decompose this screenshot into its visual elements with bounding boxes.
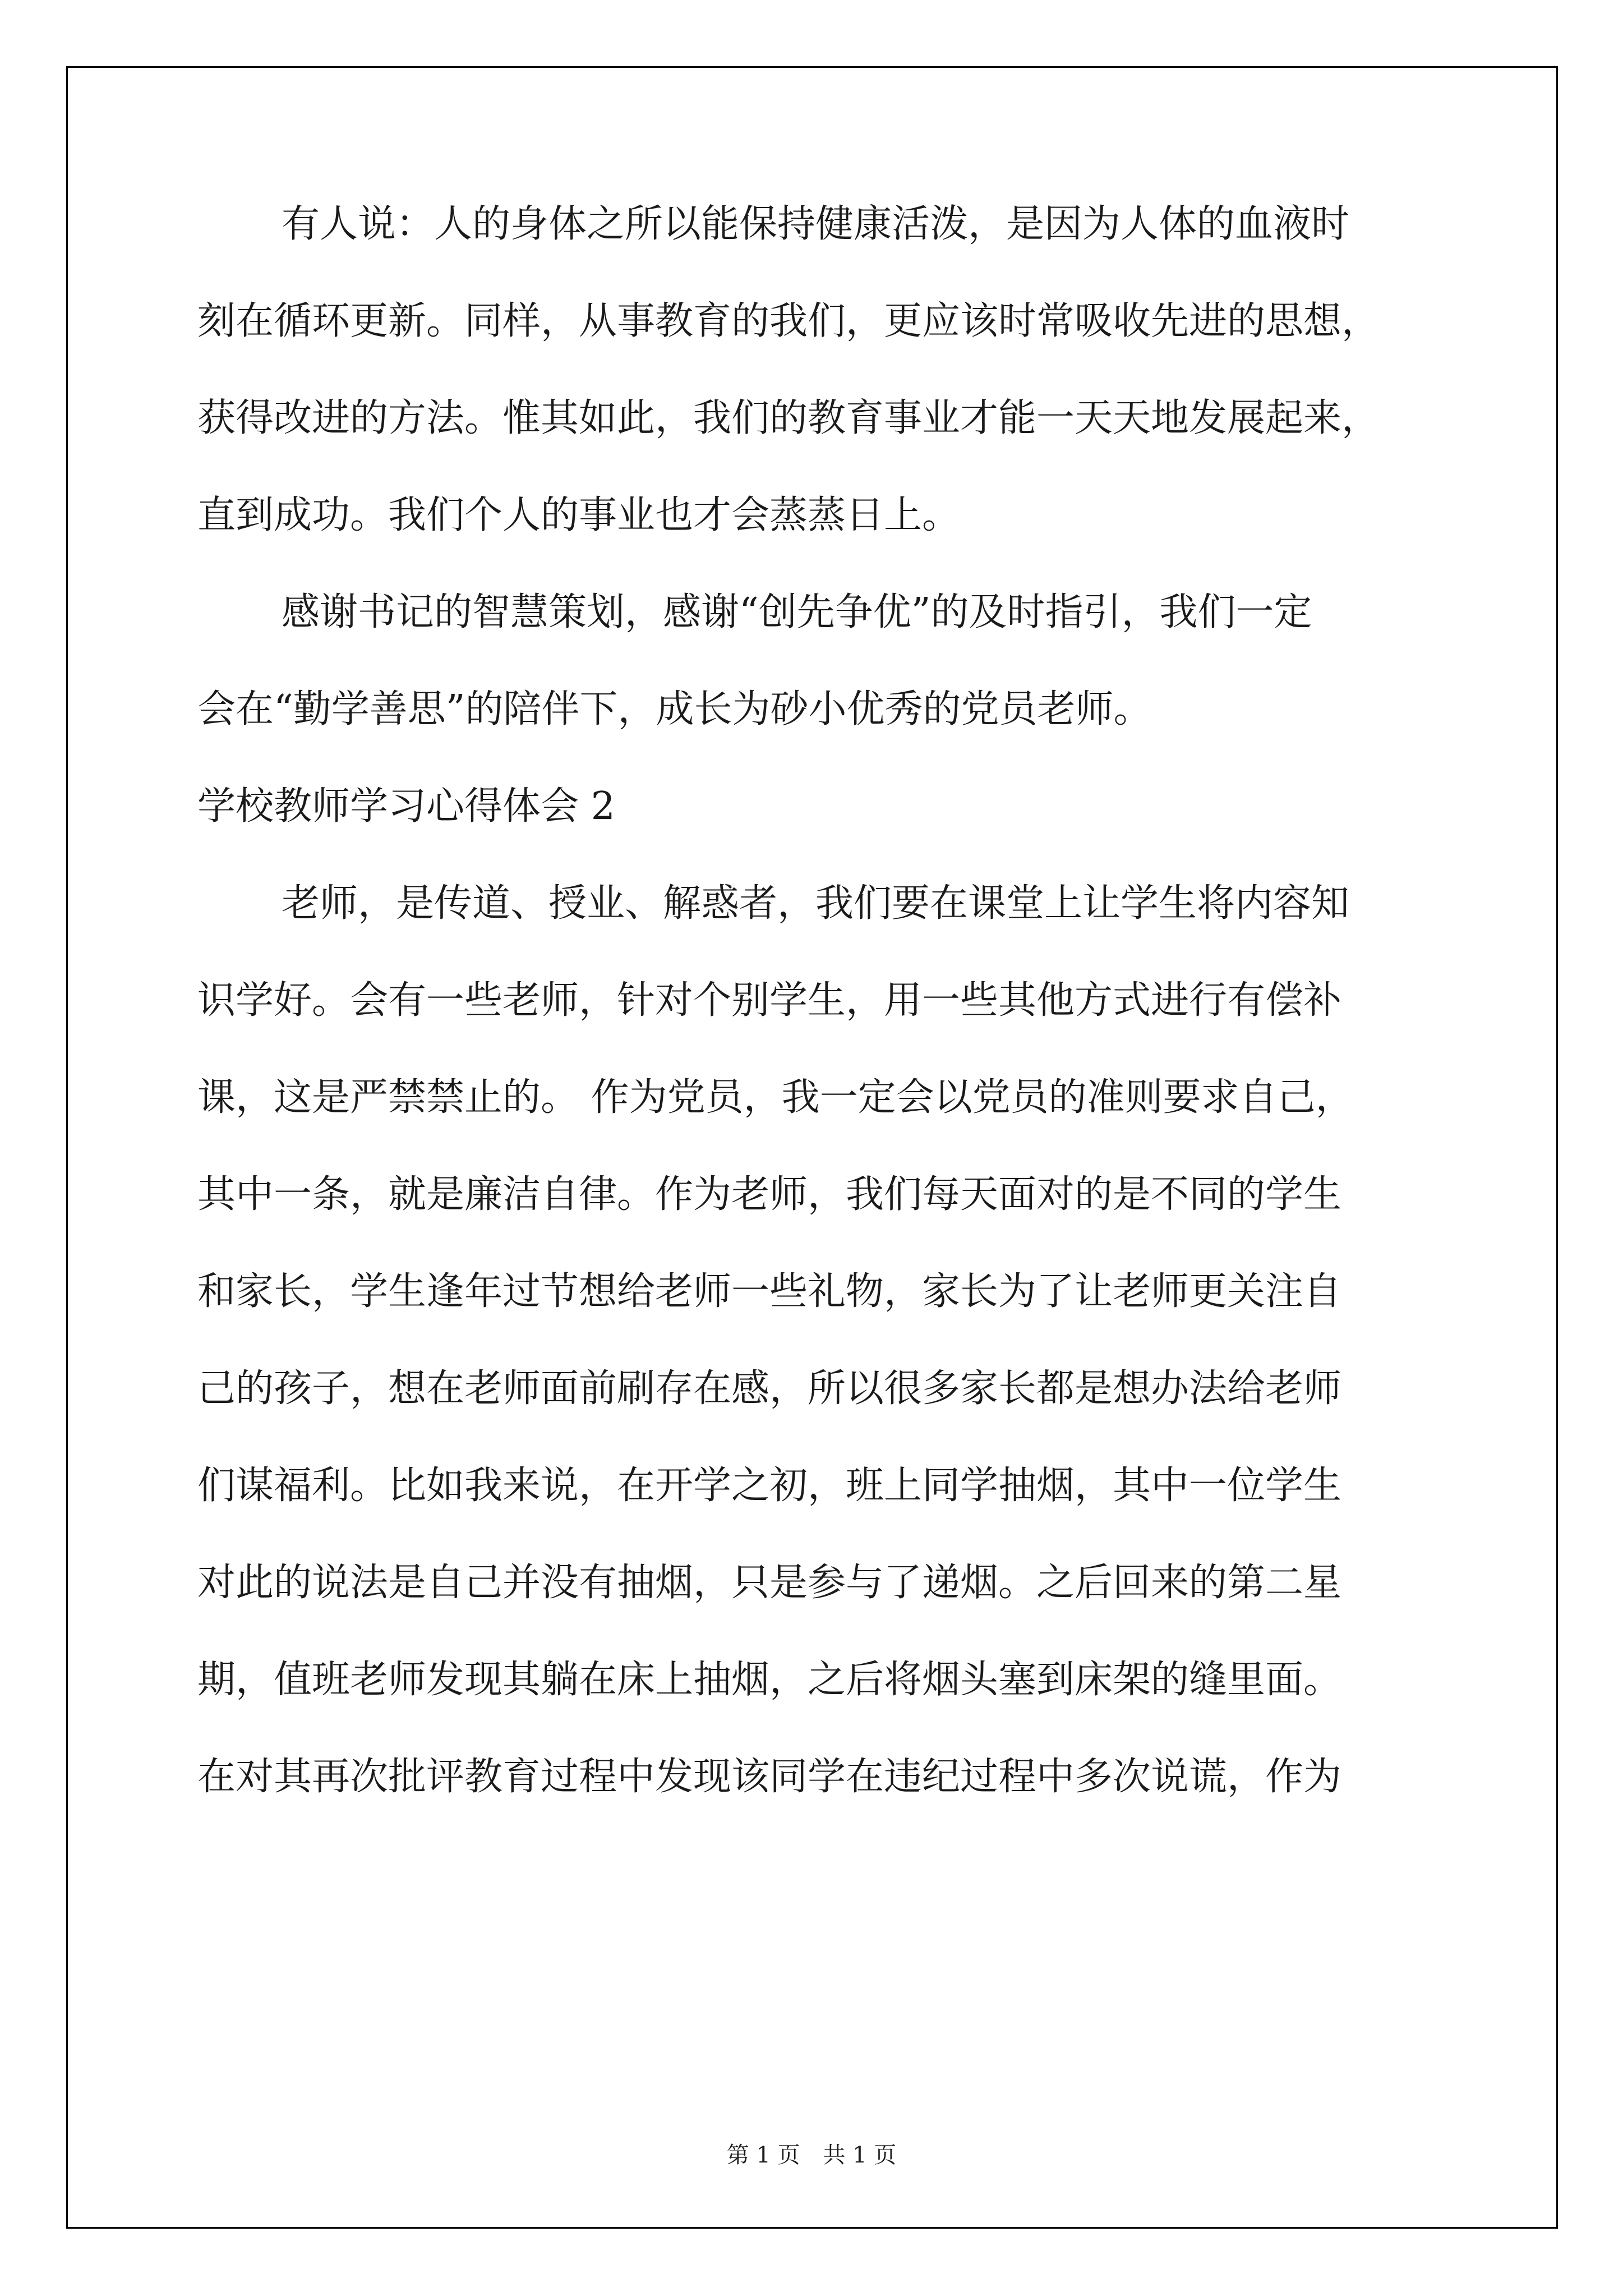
paragraph-line: 会在“勤学善思”的陪伴下，成长为砂小优秀的党员老师。 bbox=[197, 687, 1152, 731]
paragraph-line: 们谋福利。比如我来说，在开学之初，班上同学抽烟，其中一位学生 bbox=[197, 1464, 1342, 1508]
paragraph-line: 对此的说法是自己并没有抽烟，只是参与了递烟。之后回来的第二星 bbox=[197, 1561, 1342, 1605]
paragraph-line: 在对其再次批评教育过程中发现该同学在违纪过程中多次说谎，作为 bbox=[197, 1755, 1342, 1799]
paragraph-line: 直到成功。我们个人的事业也才会蒸蒸日上。 bbox=[197, 493, 961, 537]
page-number: 第 1 页 bbox=[726, 2142, 800, 2168]
paragraph-line: 老师，是传道、授业、解惑者，我们要在课堂上让学生将内容知 bbox=[282, 881, 1350, 926]
paragraph-line: 获得改进的方法。惟其如此，我们的教育事业才能一天天地发展起来， bbox=[197, 396, 1380, 440]
section-heading: 学校教师学习心得体会 2 bbox=[197, 784, 615, 829]
paragraph-line: 和家长，学生逢年过节想给老师一些礼物，家长为了让老师更关注自 bbox=[197, 1269, 1342, 1314]
page-total: 共 1 页 bbox=[823, 2142, 897, 2168]
paragraph-line: 期，值班老师发现其躺在床上抽烟，之后将烟头塞到床架的缝里面。 bbox=[197, 1658, 1342, 1702]
paragraph-line: 刻在循环更新。同样，从事教育的我们，更应该时常吸收先进的思想， bbox=[197, 299, 1380, 343]
page-border bbox=[66, 66, 1558, 2229]
paragraph-line: 感谢书记的智慧策划，感谢“创先争优”的及时指引，我们一定 bbox=[282, 590, 1312, 634]
paragraph-line: 识学好。会有一些老师，针对个别学生，用一些其他方式进行有偿补 bbox=[197, 978, 1342, 1023]
paragraph-line: 其中一条，就是廉洁自律。作为老师，我们每天面对的是不同的学生 bbox=[197, 1172, 1342, 1217]
page-footer bbox=[0, 2137, 1623, 2169]
paragraph-line: 有人说：人的身体之所以能保持健康活泼，是因为人体的血液时 bbox=[282, 202, 1350, 246]
paragraph-line: 课，这是严禁禁止的。 作为党员，我一定会以党员的准则要求自己， bbox=[197, 1075, 1354, 1120]
paragraph-line: 己的孩子，想在老师面前刷存在感，所以很多家长都是想办法给老师 bbox=[197, 1366, 1342, 1411]
